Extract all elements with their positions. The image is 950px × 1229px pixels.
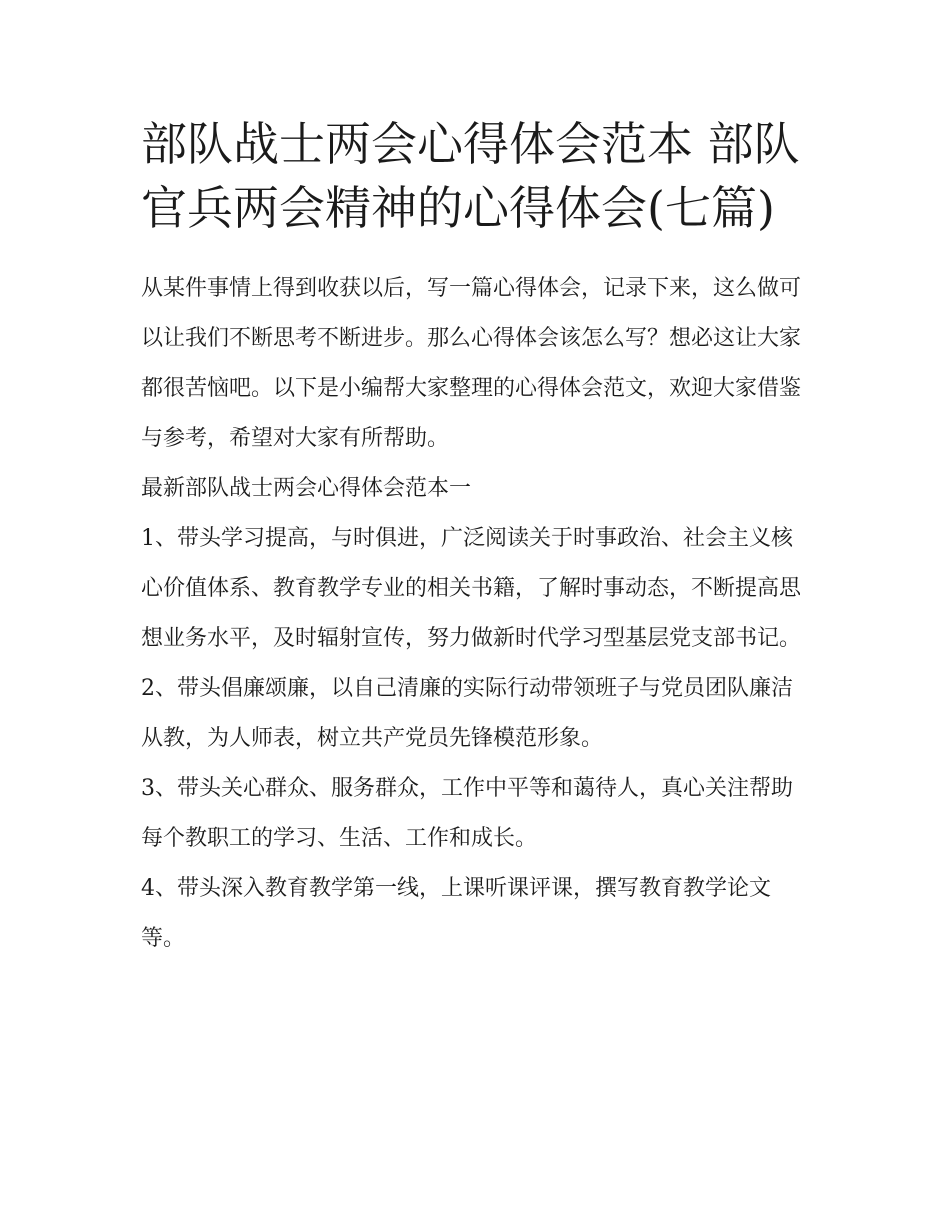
section-heading: 最新部队战士两会心得体会范本一 xyxy=(141,476,472,501)
list-item: 1、带头学习提高，与时俱进，广泛阅读关于时事政治、社会主义核心价值体系、教育教学专业的相关书籍，了解时事动态，不断提高思想业务水平，及时辐射宣传，努力做新时代学习型基层党支部书记。 xyxy=(141,526,802,651)
document-title: 部队战士两会心得体会范本 部队官兵两会精神的心得体会(七篇) xyxy=(141,117,800,235)
document-page xyxy=(141,112,813,964)
list-item: 2、带头倡廉颂廉，以自己清廉的实际行动带领班子与党员团队廉洁从教，为人师表，树立共产党员先锋模范形象。 xyxy=(141,676,793,751)
list-item: 3、带头关心群众、服务群众，工作中平等和蔼待人，真心关注帮助每个教职工的学习、生活、工作和成长。 xyxy=(141,776,793,851)
intro-paragraph: 从某件事情上得到收获以后，写一篇心得体会，记录下来，这么做可以让我们不断思考不断进步。那么心得体会该怎么写？想必这让大家都很苦恼吧。以下是小编帮大家整理的心得体会范文，欢迎大家借鉴与参考，希望对大家有所帮助。 xyxy=(141,276,802,451)
numbered-list xyxy=(141,514,813,964)
list-item: 4、带头深入教育教学第一线，上课听课评课，撰写教育教学论文等。 xyxy=(141,876,771,951)
